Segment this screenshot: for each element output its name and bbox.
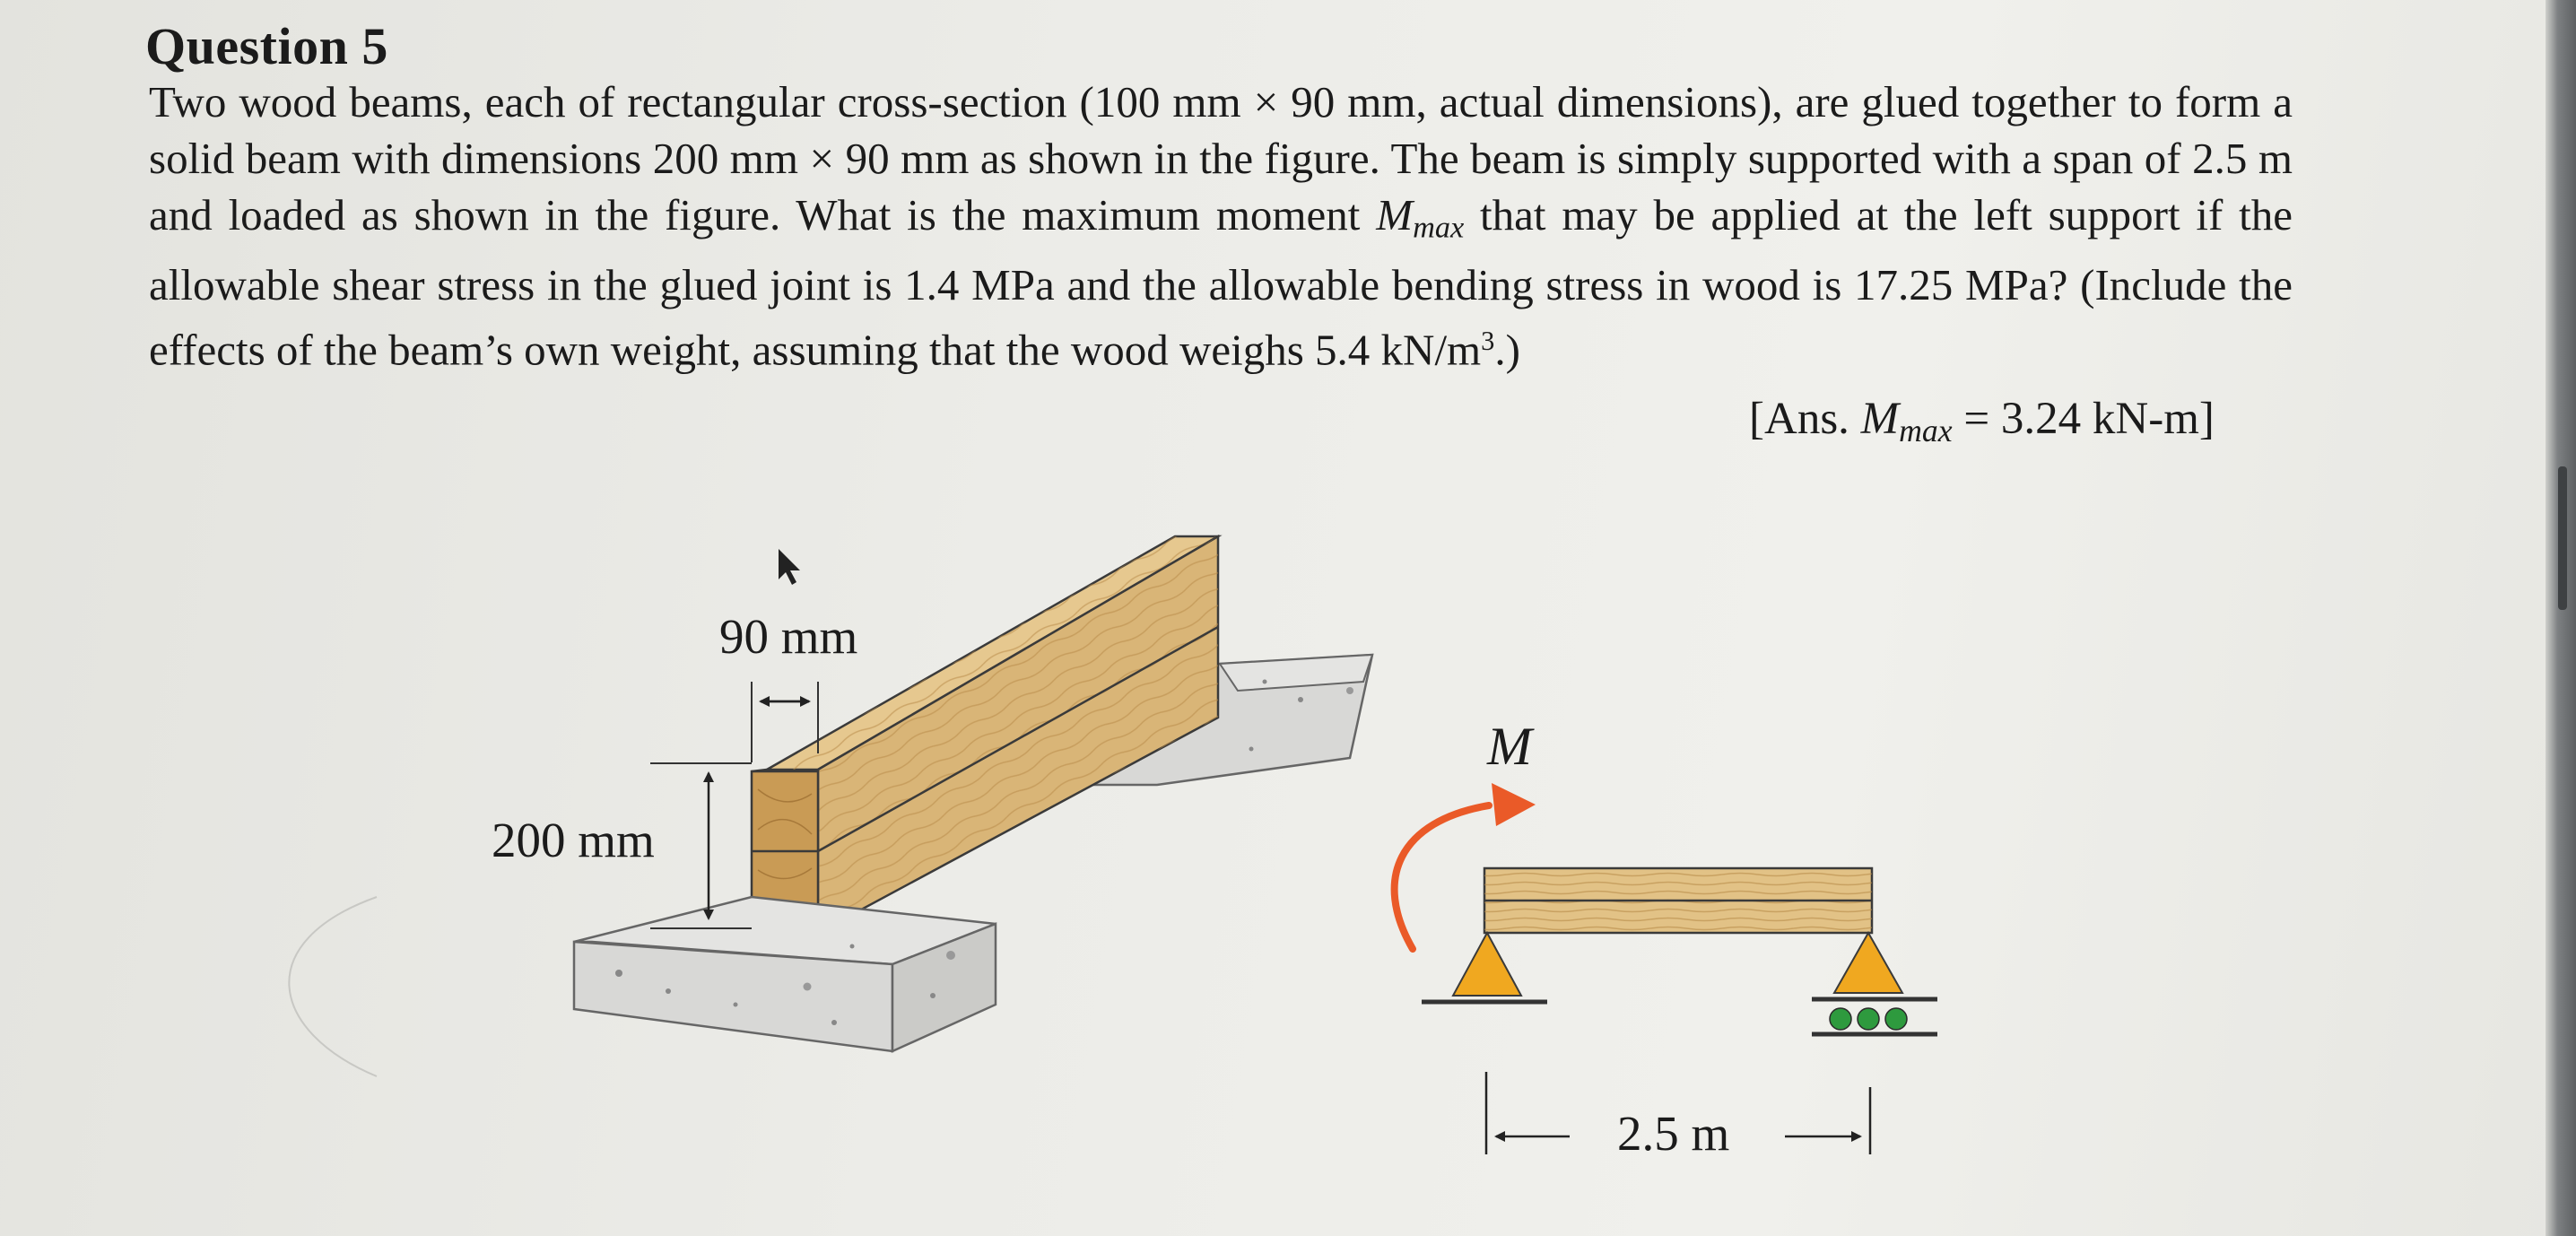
question-text-part2: that may be applied at the left support if the allowable shear stress in the glued joint is 1.4 MPa and the allowable bending stress in wood is 17.25 MPa? (Include the effects of the beam’s own weight, assuming that the wood weighs 5.4 kN/m	[149, 190, 2293, 375]
moment-symbol: M	[1376, 190, 1414, 239]
moment-subscript: max	[1413, 210, 1465, 245]
span-label: 2.5 m	[1617, 1106, 1730, 1161]
cursor-icon	[779, 549, 800, 585]
pin-support	[1422, 933, 1547, 1002]
answer-moment-symbol: M	[1860, 394, 1900, 444]
height-label: 200 mm	[492, 813, 655, 867]
cubic-superscript: 3	[1481, 325, 1495, 356]
schematic-beam	[1484, 868, 1872, 933]
question-text-part1: Two wood beams, each of rectangular cross-section (100 mm × 90 mm, actual dimensions), are glued together to form a solid beam with dimensions 200 mm × 90 mm as shown in the figure. The beam is simply supported with a span of 2.5 m and loaded as shown in the figure. What is the maximum moment	[149, 77, 2293, 239]
answer-prefix: [Ans.	[1749, 394, 1861, 444]
answer-moment-subscript: max	[1899, 412, 1953, 448]
moment-label: M	[1487, 717, 1532, 776]
width-label: 90 mm	[719, 609, 858, 664]
glued-wood-beam	[752, 536, 1218, 933]
question-text-part3: .)	[1494, 325, 1520, 375]
scratch-mark	[289, 897, 377, 1076]
question-title: Question 5	[145, 17, 388, 75]
front-concrete-support	[574, 897, 996, 1051]
answer-value: = 3.24 kN-m]	[1952, 394, 2215, 444]
roller-support	[1812, 933, 1937, 1034]
